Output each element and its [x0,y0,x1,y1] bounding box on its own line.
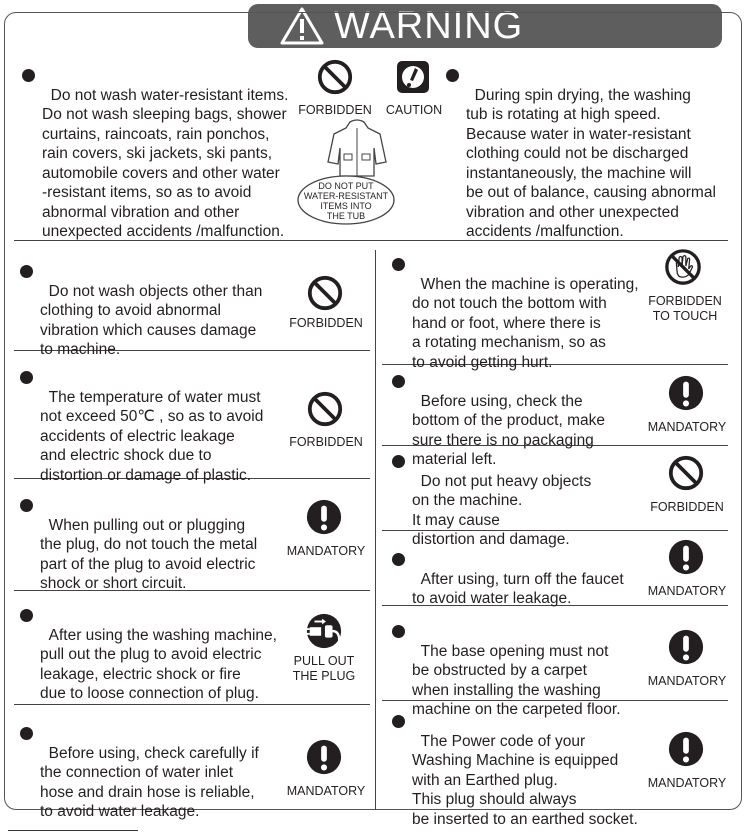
forbidden-icon [667,454,705,492]
warning-item: The base opening must not be obstructed by a carpet when installing the washing machine on the carpeted floor. [412,622,621,720]
icon-label: MANDATORY [647,584,727,598]
bullet [392,375,405,388]
pull-out-plug-icon [305,612,343,650]
warning-item: Before using, check carefully if the connection of water inlet hose and drain hose is reliable, to avoid water leakage. [40,724,259,822]
bullet [22,69,35,82]
icon-label: FORBIDDEN [650,500,724,514]
forbidden-icon [306,274,344,312]
warning-item: During spin drying, the washing tub is rotating at high speed. Because water in water-resistant clothing could not be discharged instantaneously, the machine will be out of balance, causing abnormal vibration and other unexpected accidents /malfunction. [466,66,716,242]
icon-label: CAUTION [385,103,443,117]
mandatory-icon [667,730,705,768]
icon-label: FORBIDDEN [289,435,363,449]
icon-label: FORBIDDEN [289,316,363,330]
bullet [20,265,33,278]
warning-item: After using, turn off the faucet to avoid water leakage. [412,550,624,609]
mandatory-icon [667,374,705,412]
warning-item: The Power code of your Washing Machine is equipped with an Earthed plug. This plug should always be inserted to an earthed socket. [412,712,638,829]
warning-item: When the machine is operating, do not touch the bottom with hand or foot, where there is a rotating mechanism, so as to avoid getting hurt. [412,255,639,372]
icon-label: MANDATORY [647,420,727,434]
divider [14,704,370,705]
icon-label: MANDATORY [286,784,366,798]
icon-label: FORBIDDEN [298,103,372,117]
warning-item: The temperature of water must not exceed 50℃ , so as to avoid accidents of electric leakage and electric shock due to distortion or damage of plastic. [40,368,263,485]
warning-item: Do not wash water-resistant items. Do not wash sleeping bags, shower curtains, raincoats, rain ponchos, rain covers, ski jackets, ski pants, automobile covers and other water -resistant items, so as to avoid abnormal vibration and other unexpected accidents /malfunction. [42,66,288,242]
bullet [392,715,405,728]
warning-item: When pulling out or plugging the plug, do not touch the metal part of the plug to avoid electric shock or short circuit. [40,496,257,594]
footer-rule [8,830,138,831]
raincoat-badge-text: DO NOT PUT WATER-RESISTANT ITEMS INTO THE TUB [303,181,389,221]
mandatory-icon [305,498,343,536]
icon-label: MANDATORY [286,544,366,558]
bullet [392,625,405,638]
bullet [20,609,33,622]
warning-item: Before using, check the bottom of the product, make sure there is no packaging material left. [412,372,605,470]
forbidden-icon [306,390,344,428]
bullet [392,455,405,468]
raincoat-icon [324,118,390,180]
warning-item: After using the washing machine, pull out the plug to avoid electric leakage, electric shock or fire due to loose connection of plug. [40,606,277,704]
mandatory-icon [667,538,705,576]
icon-label: FORBIDDEN TO TOUCH [648,294,722,323]
column-divider [375,250,376,810]
bullet [446,69,459,82]
forbidden-to-touch-icon [664,248,702,286]
forbidden-icon [316,58,354,96]
bullet [392,258,405,271]
warning-item: Do not put heavy objects on the machine. It may cause distortion and damage. [412,452,591,550]
warning-item: Do not wash objects other than clothing to avoid abnormal vibration which causes damage to machine. [40,262,262,360]
mandatory-icon [667,628,705,666]
warning-title-text: WARNING [334,4,524,47]
icon-label: PULL OUT THE PLUG [292,654,356,683]
icon-label: MANDATORY [647,776,727,790]
caution-icon [396,60,430,94]
mandatory-icon [305,738,343,776]
bullet [20,727,33,740]
bullet [392,553,405,566]
icon-label: MANDATORY [647,674,727,688]
bullet [20,499,33,512]
bullet [20,371,33,384]
